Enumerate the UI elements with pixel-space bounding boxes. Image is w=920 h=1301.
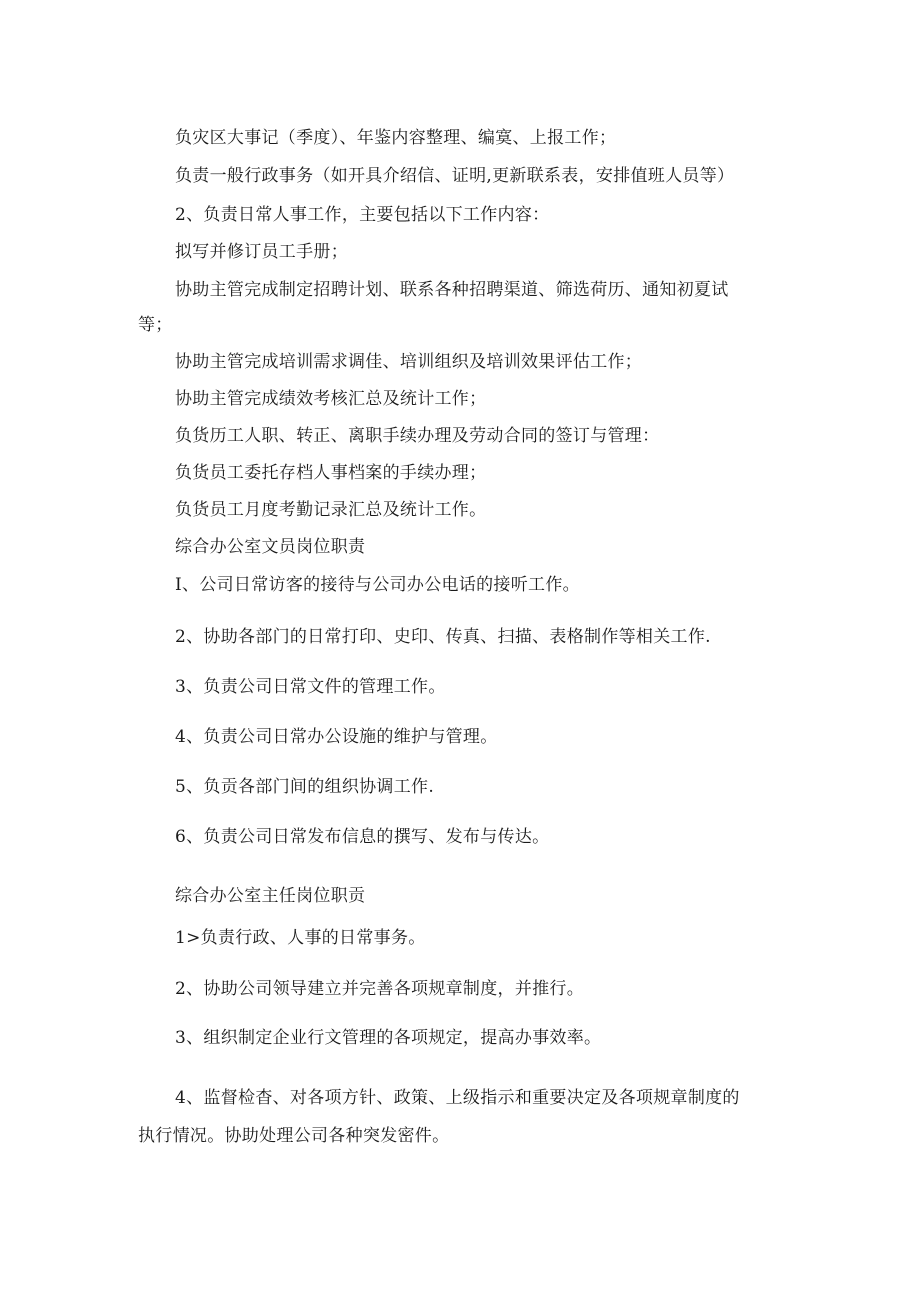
text-line: 负货历工人职、转正、离职手续办理及劳动合同的签订与管理： (175, 426, 660, 446)
text-line: 1>负责行政、人事的日常事务。 (175, 928, 426, 948)
text-line: 协助主管完成制定招聘计划、联系各种招聘渠道、筛选荷历、通知初夏试 (175, 280, 729, 300)
text-line: 负货员工月度考勤记录汇总及统计工作。 (175, 500, 487, 520)
text-line: 4、监督检杳、对各项方针、政策、上级指示和重要决定及各项规章制度的 (175, 1088, 740, 1108)
section-heading: 综合办公室主任岗位职贡 (175, 886, 366, 906)
text-line: 拟写并修订员工手册； (175, 242, 348, 262)
text-line: 负灾区大事记（季度）、年鉴内容整理、编寞、上报工作； (175, 128, 617, 148)
text-line: 2、协助各部门的日常打印、史印、传真、扫描、表格制作等相关工作. (175, 627, 711, 647)
text-line: 5、负贡各部门间的组织协调工作. (175, 777, 435, 797)
text-line: 执行情况。协助处理公司各种突发密件。 (138, 1126, 450, 1146)
text-line: 2、负责日常人事工作，主要包括以下工作内容： (175, 205, 550, 225)
text-line: 2、协助公司领导建立并完善各项规章制度，并推行。 (175, 979, 585, 999)
text-line: 负货员工委托存档人事档案的手续办理； (175, 463, 487, 483)
text-line: 负责一般行政事务（如开具介绍信、证明,更新联系表，安排值班人员等） (175, 166, 735, 186)
text-line: 3、负责公司日常文件的管理工作。 (175, 677, 446, 697)
text-line: 协助主管完成绩效考核汇总及统计工作； (175, 389, 487, 409)
text-line: 4、负责公司日常办公设施的维护与管理。 (175, 727, 498, 747)
text-line: 等； (138, 315, 173, 335)
section-heading: 综合办公室文员岗位职责 (175, 537, 366, 557)
text-line: 3、组织制定企业行文管理的各项规定，提高办事效率。 (175, 1028, 602, 1048)
text-line: I、公司日常访客的接待与公司办公电话的接听工作。 (175, 575, 580, 595)
text-line: 6、负责公司日常发布信息的撰写、发布与传达。 (175, 827, 550, 847)
text-line: 协助主管完成培训需求调佳、培训组织及培训效果评估工作； (175, 352, 643, 372)
